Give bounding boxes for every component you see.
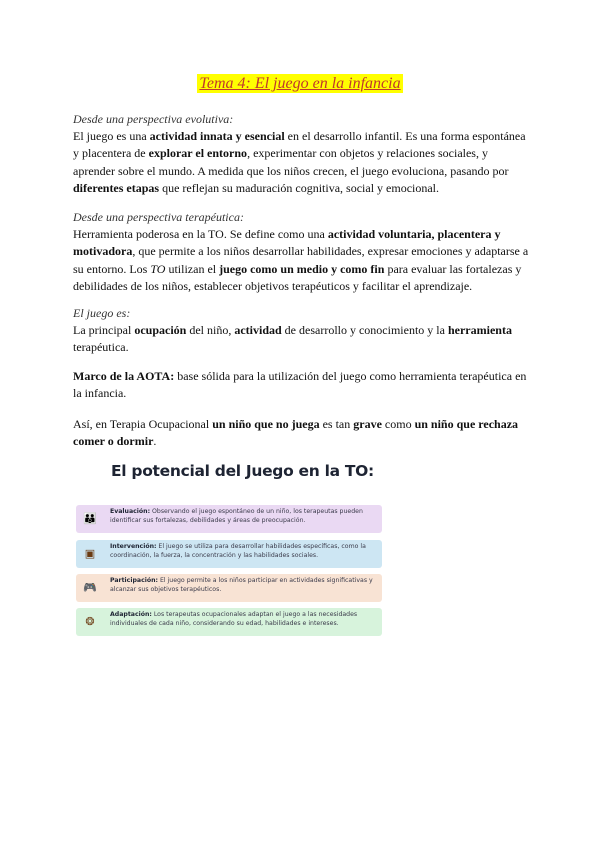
section-heading: Desde una perspectiva terapéutica:: [73, 210, 244, 224]
text-run: utilizan el: [165, 261, 220, 276]
brain-icon: ❂: [85, 615, 95, 628]
section-evolutive: [73, 111, 529, 197]
family-icon: 👪: [83, 512, 97, 525]
card-description: Observando el juego espontáneo de un niño, los terapeutas pueden identificar sus fortalezas, debilidades y áreas de preocupación.: [110, 508, 363, 524]
section-therapeutic: [73, 209, 529, 295]
bold-run: un niño que no juega: [212, 417, 320, 431]
bold-run: actividad voluntaria, placentera y motivadora: [73, 227, 501, 259]
section-conclusion: [73, 416, 529, 450]
bold-run: herramienta: [447, 323, 512, 338]
card-description: Los terapeutas ocupacionales adaptan el juego a las necesidades individuales de cada niño, considerando su edad, habilidades e intereses.: [110, 611, 358, 627]
card-text: [110, 577, 378, 594]
text-run: del niño,: [186, 323, 235, 338]
text-run: Herramienta poderosa en la TO. Se define como una: [73, 227, 328, 242]
bold-run: diferentes etapas: [73, 180, 160, 195]
title-container: [0, 74, 600, 93]
text-run: para evaluar las fortalezas y debilidades de los niños, establecer objetivos terapéuticos y facilitar el aprendizaje.: [73, 261, 522, 293]
section-aota: [73, 368, 529, 402]
text-run: .: [153, 434, 157, 449]
text-run: en el desarrollo infantil. Es una forma espontánea y placentera de: [73, 129, 526, 161]
bold-run: actividad: [234, 323, 282, 338]
card-label: Evaluación:: [110, 508, 151, 515]
gamepad-icon: 🎮: [83, 581, 97, 594]
card-text: [110, 508, 378, 525]
card-label: Intervención:: [110, 543, 157, 550]
tool-icon: ▣: [84, 547, 96, 560]
section-paragraph: [73, 416, 529, 450]
card-evaluacion: [76, 505, 382, 533]
card-adaptacion: [76, 608, 382, 636]
card-description: El juego se utiliza para desarrollar habilidades específicas, como la coordinación, la fuerza, la concentración y las habilidades sociales.: [110, 543, 366, 559]
card-label: Adaptación:: [110, 611, 152, 618]
bold-run: grave: [353, 417, 382, 431]
card-label: Participación:: [110, 577, 158, 584]
document-title: Tema 4: El juego en la infancia: [199, 75, 401, 92]
card-intervencion: [76, 540, 382, 568]
section-paragraph: [73, 128, 529, 197]
card-text: [110, 543, 378, 560]
section-paragraph: [73, 368, 529, 402]
text-run: Así, en Terapia Ocupacional: [73, 417, 213, 431]
bold-run: explorar el entorno: [148, 146, 248, 161]
infographic: [76, 458, 386, 638]
section-heading: El juego es:: [73, 306, 131, 320]
section-heading: Desde una perspectiva evolutiva:: [73, 112, 234, 126]
card-text: [110, 611, 378, 628]
section-paragraph: [73, 226, 529, 295]
section-play-is: [73, 305, 529, 357]
text-run: , experimentar con objetos y relaciones sociales, y aprender sobre el mundo. A medida que los niños crecen, el juego evoluciona, pasando por: [73, 146, 509, 178]
bold-run: actividad innata y esencial: [149, 129, 285, 144]
infographic-title: El potencial del Juego en la TO:: [111, 462, 374, 480]
text-run: La principal: [73, 323, 135, 338]
text-run: terapéutica.: [73, 340, 129, 355]
text-run: El juego es una: [73, 129, 150, 144]
bold-run: un niño que rechaza comer o dormir: [73, 417, 519, 449]
text-run: base sólida para la utilización del juego como herramienta terapéutica en la infancia.: [73, 369, 527, 401]
text-run: , que permite a los niños desarrollar habilidades, expresar emociones y adaptarse a su entorno. Los: [73, 244, 529, 276]
text-run: de desarrollo y conocimiento y la: [281, 323, 448, 338]
card-participacion: [76, 574, 382, 602]
bold-run: ocupación: [134, 323, 187, 338]
italic-run: TO: [150, 261, 166, 276]
text-run: es tan: [319, 417, 354, 431]
text-run: como: [381, 417, 415, 431]
card-description: El juego permite a los niños participar en actividades significativas y alcanzar sus objetivos terapéuticos.: [110, 577, 373, 593]
bold-run: Marco de la AOTA:: [73, 369, 175, 383]
section-paragraph: [73, 322, 529, 356]
text-run: que reflejan su maduración cognitiva, social y emocional.: [159, 180, 440, 195]
bold-run: juego como un medio y como fin: [219, 261, 385, 276]
